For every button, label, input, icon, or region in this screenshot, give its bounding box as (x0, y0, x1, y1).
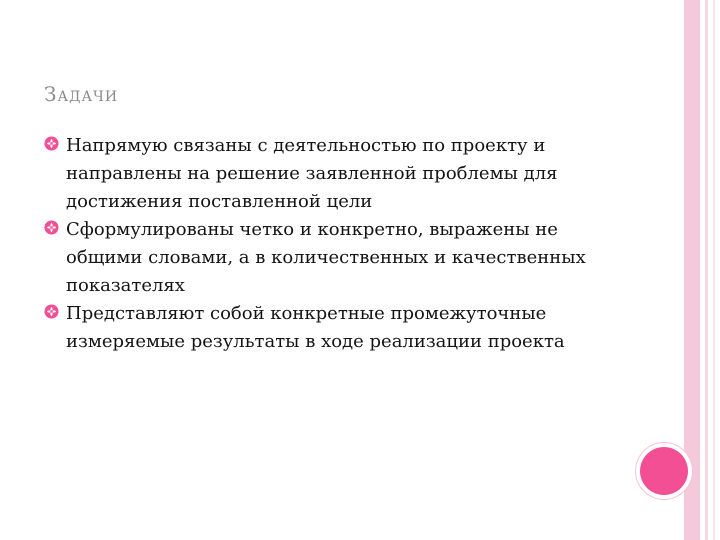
rose-flower-bullet-icon (44, 220, 59, 235)
list-item (44, 216, 634, 300)
slide-title: Задачи (44, 82, 119, 106)
list-item (44, 132, 634, 216)
bullet-text: Представляют собой конкретные промежуточные измеряемые результаты в ходе реализации проекта (66, 303, 565, 352)
bullet-list (44, 132, 634, 356)
decorative-stripe-edge (713, 0, 715, 540)
bullet-text: Сформулированы четко и конкретно, выражены не общими словами, а в количественных и качественных показателях (66, 219, 586, 296)
decorative-circle (640, 447, 688, 495)
decorative-stripe-thin (705, 0, 708, 540)
rose-flower-bullet-icon (44, 136, 59, 151)
decorative-stripe (684, 0, 700, 540)
rose-flower-bullet-icon (44, 304, 59, 319)
list-item (44, 300, 634, 356)
bullet-text: Напрямую связаны с деятельностью по проекту и направлены на решение заявленной проблемы для достижения поставленной цели (66, 135, 558, 212)
